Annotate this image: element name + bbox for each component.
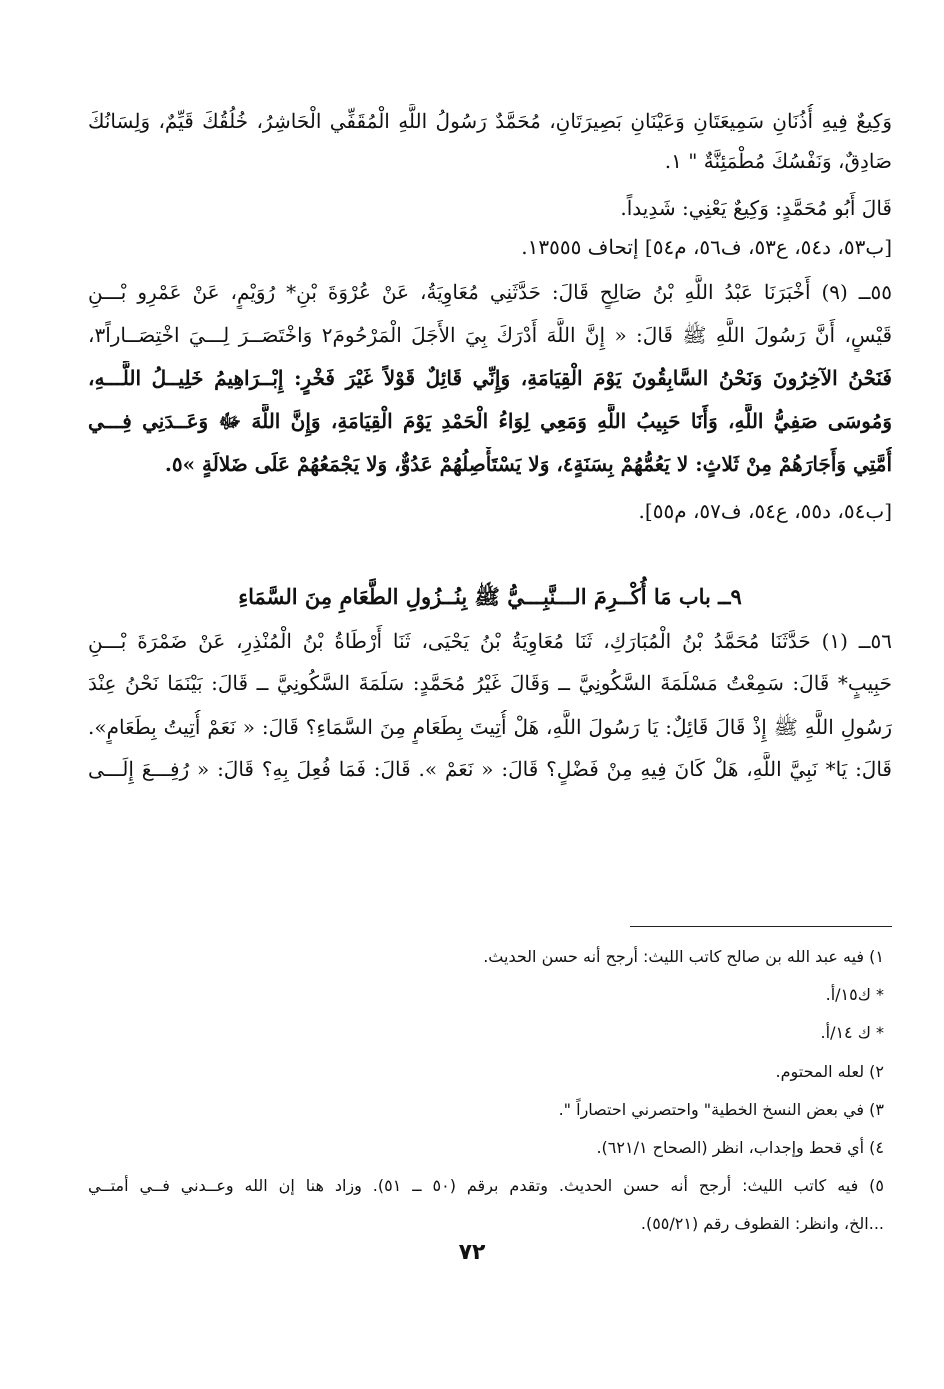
chapter-heading: ٩ــ باب مَا أُكْــرِمَ الـــنَّبِـــيُّ ﷺ بِنُــزُولِ الطَّعَامِ مِنَ السَّمَاءِ	[238, 584, 742, 609]
section-line-3: رَسُولِ اللَّهِ ﷺ إِذْ قَالَ قَائِلٌ: يَا رَسُولَ اللَّهِ، هَلْ أُتِيتَ بِطَعَامٍ مِنَ السَّمَاءِ؟ قَالَ: « نَعَمْ أُتِيتُ بِطَعَامٍ».	[88, 715, 892, 739]
section-line-1: ٥٦ــ (١) حَدَّثَنَا مُحَمَّدُ بْنُ الْمُبَارَكِ، ثَنَا مُعَاوِيَةُ بْنُ يَحْيَى، ثَنَا أَرْطَاةُ بْنُ الْمُنْذِرِ، عَنْ ضَمْرَةَ بْـــنِ	[88, 629, 892, 653]
body-line-9: أُمَّتِي وَأَجَارَهُمْ مِنْ ثَلاثٍ: لا يَعُمُّهُمْ بِسَنَةٍ٤، وَلا يَسْتَأْصِلُهُمْ عَدُوٌّ، وَلا يَجْمَعُهُمْ عَلَى ضَلالَةٍ »٥.	[164, 452, 892, 476]
footnote-2: ٢) لعله المحتوم.	[775, 1062, 884, 1081]
section-line-4: قَالَ: يَا* نَبِيَّ اللَّهِ، هَلْ كَانَ فِيهِ مِنْ فَضْلٍ؟ قَالَ: « نَعَمْ ». قَالَ: فَمَا فُعِلَ بِهِ؟ قَالَ: « رُفِـــعَ إِلَـــى	[88, 757, 892, 781]
page-number: ٧٢	[458, 1240, 486, 1265]
footnote-5: ٥) فيه كاتب الليث: أرجح أنه حسن الحديث. وتقدم برقم (٥٠ ــ ٥١). وزاد هنا إن الله وعــدني فــي أمتــي	[88, 1176, 884, 1195]
section-line-2: حَبِيبٍ* قَالَ: سَمِعْتُ مَسْلَمَةَ السَّكُونِيَّ ــ وَقَالَ غَيْرُ مُحَمَّدٍ: سَلَمَةَ السَّكُونِيَّ ــ قَالَ: بَيْنَمَا نَحْنُ عِنْدَ	[88, 671, 892, 695]
body-line-6: قَيْسٍ، أَنَّ رَسُولَ اللَّهِ ﷺ قَالَ: « إِنَّ اللَّهَ أَدْرَكَ بِيَ الأَجَلَ الْمَرْحُومَ٢ وَاخْتَصَــرَ لِـــيَ اخْتِصَــاراً٣،	[88, 323, 892, 347]
body-line-1: وَكِيعٌ فِيهِ أُذُنَانِ سَمِيعَتَانِ وَعَيْنَانِ بَصِيرَتَانِ، مُحَمَّدٌ رَسُولُ اللَّهِ الْمُقَفِّي الْحَاشِرُ، خُلُقُكَ قَيِّمٌ، وَلِسَانُكَ	[88, 109, 892, 133]
footnote-1: ١) فيه عبد الله بن صالح كاتب الليث: أرجح أنه حسن الحديث.	[483, 947, 884, 966]
body-line-3: قَالَ أَبُو مُحَمَّدٍ: وَكِيعٌ يَعْنِي: شَدِيداً.	[620, 196, 892, 220]
footnote-3: ٣) في بعض النسخ الخطية" واحتصرني احتصاراً ".	[558, 1100, 884, 1119]
body-line-10-reference: [ب٥٤، د٥٥، ع٥٤، ف٥٧، م٥٥].	[638, 499, 892, 523]
footnote-star-2: * ك ١٤/أ.	[820, 1023, 884, 1042]
body-line-7: فَنَحْنُ الآخِرُونَ وَنَحْنُ السَّابِقُونَ يَوْمَ الْقِيَامَةِ، وَإِنِّي قَائِلٌ قَوْلاً غَيْرَ فَخْرٍ: إِبْــرَاهِيمُ خَلِيــلُ اللَّـــهِ،	[88, 366, 892, 390]
body-line-5: ٥٥ــ (٩) أَخْبَرَنَا عَبْدُ اللَّهِ بْنُ صَالِحٍ قَالَ: حَدَّثَنِي مُعَاوِيَةُ، عَنْ عُرْوَةَ بْنِ* رُوَيْمٍ، عَنْ عَمْرِو بْـــنِ	[88, 280, 892, 304]
footnote-4: ٤) أي قحط وإجداب، انظر (الصحاح ٦٢١/١).	[596, 1138, 884, 1157]
footnote-5-continued: ...الخ، وانظر: القطوف رقم (٥٥/٢١).	[640, 1214, 884, 1233]
footnote-star-1: * ك١٥/أ.	[825, 985, 884, 1004]
body-line-8: وَمُوسَى صَفِيُّ اللَّهِ، وَأَنَا حَبِيبُ اللَّهِ وَمَعِي لِوَاءُ الْحَمْدِ يَوْمَ الْقِيَامَةِ، وَإِنَّ اللَّهَ ﷻ وَعَــدَنِي فِـــي	[88, 409, 892, 433]
body-line-4-reference: [ب٥٣، د٥٤، ع٥٣، ف٥٦، م٥٤] إتحاف ١٣٥٥٥.	[521, 235, 892, 259]
footnote-separator	[630, 926, 892, 927]
body-line-2: صَادِقٌ، وَنَفْسُكَ مُطْمَئِنَّةٌ " ١.	[664, 149, 892, 173]
